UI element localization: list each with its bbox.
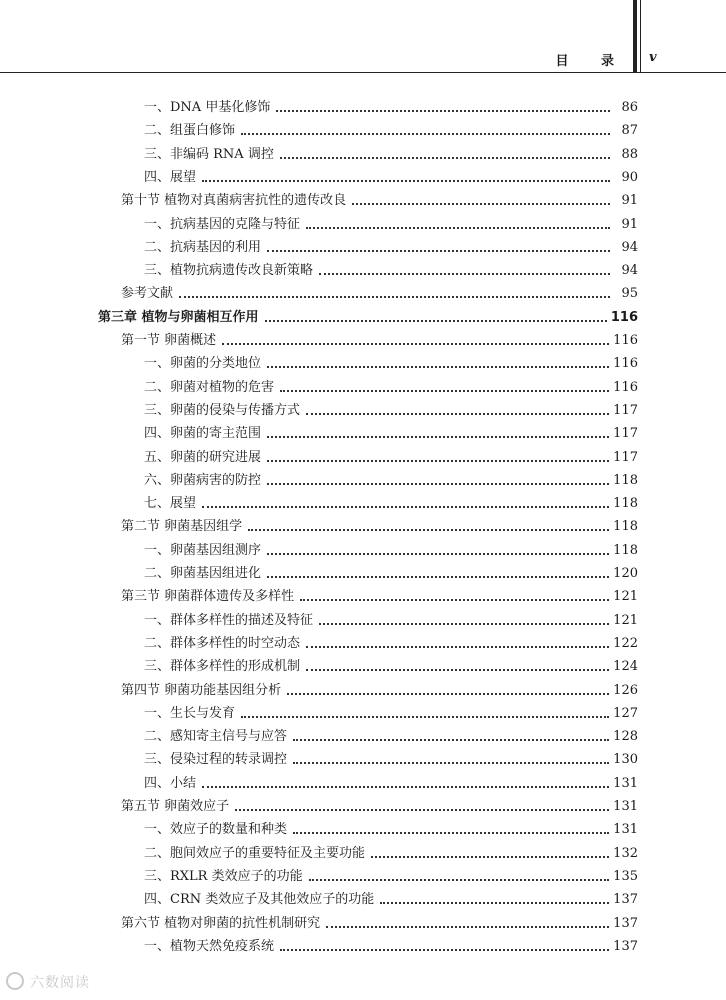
toc-entry[interactable]	[144, 95, 638, 117]
toc-entry-page: 135	[613, 868, 638, 884]
toc-entry-title: 七、展望	[144, 496, 197, 512]
toc-entry[interactable]	[144, 631, 638, 653]
toc-entry-page: 118	[613, 496, 638, 512]
toc-dot-leader	[276, 110, 610, 112]
toc-dot-leader	[380, 902, 609, 904]
toc-entry[interactable]	[121, 188, 638, 210]
toc-dot-leader	[280, 949, 609, 951]
toc-entry-page: 90	[621, 169, 638, 185]
toc-entry-title: 一、生长与发育	[144, 705, 236, 721]
toc-entry[interactable]	[121, 328, 638, 350]
toc-dot-leader	[267, 436, 609, 438]
toc-entry-title: 一、卵菌的分类地位	[144, 356, 262, 372]
toc-entry-page: 94	[621, 263, 638, 279]
toc-entry[interactable]	[144, 491, 638, 513]
toc-entry-page: 116	[613, 333, 638, 348]
toc-entry[interactable]	[144, 747, 638, 769]
toc-entry-title: 二、感知寄主信号与应答	[144, 729, 288, 745]
toc-entry-title: 一、抗病基因的克隆与特征	[144, 216, 301, 232]
toc-dot-leader	[235, 809, 609, 811]
toc-entry-title: 第三节 卵菌群体遗传及多样性	[121, 589, 295, 605]
toc-dot-leader	[319, 623, 609, 625]
toc-entry-title: 二、胞间效应子的重要特征及主要功能	[144, 845, 366, 861]
toc-entry-page: 128	[613, 729, 638, 745]
toc-dot-leader	[319, 273, 610, 275]
toc-entry-page: 130	[613, 752, 638, 768]
toc-entry-page: 118	[613, 519, 638, 535]
toc-entry[interactable]	[144, 468, 638, 490]
toc-entry-page: 117	[613, 402, 638, 418]
toc-entry-page: 86	[621, 100, 638, 115]
toc-entry[interactable]	[144, 841, 638, 863]
toc-entry-title: 第三章 植物与卵菌相互作用	[98, 309, 259, 325]
toc-entry[interactable]	[121, 678, 638, 700]
toc-entry-title: 二、抗病基因的利用	[144, 239, 262, 255]
toc-entry[interactable]	[121, 281, 638, 303]
toc-dot-leader	[293, 832, 609, 834]
toc-entry-title: 第四节 卵菌功能基因组分析	[121, 682, 282, 698]
toc-entry-title: 二、卵菌基因组进化	[144, 566, 262, 581]
toc-dot-leader	[293, 762, 609, 764]
toc-entry-page: 131	[613, 775, 638, 791]
toc-entry[interactable]	[144, 701, 638, 723]
toc-dot-leader	[267, 553, 609, 555]
toc-entry-page: 126	[613, 682, 638, 698]
toc-entry-page: 95	[621, 286, 638, 302]
toc-entry-page: 94	[621, 239, 638, 255]
toc-entry[interactable]	[144, 817, 638, 839]
watermark-logo-icon	[6, 972, 24, 990]
toc-entry[interactable]	[144, 724, 638, 746]
toc-entry-title: 三、群体多样性的形成机制	[144, 659, 301, 675]
toc-dot-leader	[267, 366, 609, 368]
toc-entry[interactable]	[144, 142, 638, 164]
toc-entry-page: 127	[613, 705, 638, 721]
toc-dot-leader	[202, 180, 610, 182]
toc-entry-title: 五、卵菌的研究进展	[144, 449, 262, 465]
toc-dot-leader	[248, 529, 609, 531]
toc-entry-page: 120	[613, 566, 638, 581]
toc-entry-page: 91	[621, 216, 638, 232]
toc-entry[interactable]	[144, 934, 638, 956]
toc-entry-title: 三、非编码 RNA 调控	[144, 146, 274, 162]
toc-entry-page: 132	[613, 845, 638, 861]
toc-entry-title: 三、侵染过程的转录调控	[144, 752, 288, 768]
toc-entry-title: 参考文献	[121, 286, 174, 302]
toc-entry-title: 一、DNA 甲基化修饰	[144, 100, 271, 115]
toc-dot-leader	[267, 460, 609, 462]
watermark	[6, 972, 90, 992]
toc-entry-title: 三、RXLR 类效应子的功能	[144, 868, 303, 884]
toc-entry-page: 116	[613, 379, 638, 395]
toc-entry[interactable]	[121, 794, 638, 816]
toc-dot-leader	[267, 483, 609, 485]
toc-entry-title: 四、卵菌的寄主范围	[144, 426, 262, 442]
toc-dot-leader	[267, 250, 610, 252]
toc-dot-leader	[326, 926, 609, 928]
toc-entry-title: 四、小结	[144, 775, 197, 791]
toc-entry-title: 一、卵菌基因组测序	[144, 542, 262, 558]
toc-entry-page: 118	[613, 542, 638, 558]
toc-entry[interactable]	[144, 235, 638, 257]
toc-entry-title: 一、群体多样性的描述及特征	[144, 612, 314, 628]
toc-dot-leader	[280, 390, 609, 392]
toc-entry[interactable]	[144, 538, 638, 560]
toc-entry-page: 131	[613, 822, 638, 838]
toc-entry-page: 118	[613, 472, 638, 488]
toc-dot-leader	[300, 599, 609, 601]
toc-entry[interactable]	[121, 584, 638, 606]
toc-dot-leader	[241, 716, 609, 718]
toc-entry-page: 117	[613, 449, 638, 465]
toc-entry-page: 122	[613, 635, 638, 651]
toc-entry-title: 第十节 植物对真菌病害抗性的遗传改良	[121, 193, 347, 209]
toc-entry-title: 三、卵菌的侵染与传播方式	[144, 402, 301, 418]
toc-dot-leader	[293, 739, 609, 741]
toc-entry-page: 88	[621, 146, 638, 162]
toc-dot-leader	[306, 669, 609, 671]
toc-entry-page: 137	[613, 892, 638, 908]
toc-dot-leader	[352, 203, 610, 205]
toc-entry[interactable]	[144, 445, 638, 467]
toc-entry[interactable]	[144, 561, 638, 583]
toc-dot-leader	[267, 576, 609, 578]
toc-entry-page: 117	[613, 426, 638, 442]
toc-entry-page: 121	[613, 612, 638, 628]
header-bar	[633, 0, 637, 73]
toc-entry-title: 一、效应子的数量和种类	[144, 822, 288, 838]
toc-entry-page: 116	[610, 309, 638, 325]
toc-dot-leader	[265, 320, 607, 322]
toc-entry-title: 第一节 卵菌概述	[121, 333, 217, 348]
toc-entry[interactable]	[121, 514, 638, 536]
header-rule	[0, 72, 726, 73]
toc-entry-page: 131	[613, 799, 638, 814]
toc-entry-page: 124	[613, 659, 638, 675]
toc-entry[interactable]	[144, 421, 638, 443]
toc-entry[interactable]	[121, 911, 638, 933]
header-bar-thin	[640, 0, 641, 73]
toc-entry-page: 87	[621, 123, 638, 139]
toc-dot-leader	[280, 157, 610, 159]
toc-entry-page: 116	[613, 356, 638, 372]
toc-entry[interactable]	[144, 654, 638, 676]
toc-dot-leader	[287, 693, 609, 695]
toc-entry[interactable]	[98, 305, 638, 327]
toc-entry[interactable]	[144, 212, 638, 234]
toc-dot-leader	[306, 227, 610, 229]
toc-dot-leader	[241, 133, 610, 135]
toc-entry[interactable]	[144, 258, 638, 280]
toc-entry-title: 二、卵菌对植物的危害	[144, 379, 275, 395]
toc-entry[interactable]	[144, 398, 638, 420]
toc-dot-leader	[202, 786, 609, 788]
watermark-text: 六数阅读	[30, 975, 90, 991]
toc-entry[interactable]	[144, 118, 638, 140]
toc-entry-title: 四、展望	[144, 169, 197, 185]
toc-entry-title: 第五节 卵菌效应子	[121, 799, 230, 814]
toc-entry-title: 三、植物抗病遗传改良新策略	[144, 263, 314, 279]
toc-entry-title: 二、组蛋白修饰	[144, 123, 236, 139]
toc-entry-page: 121	[613, 589, 638, 605]
toc-entry-title: 六、卵菌病害的防控	[144, 472, 262, 488]
toc-entry[interactable]	[144, 864, 638, 886]
toc-dot-leader	[222, 343, 609, 345]
toc-entry-title: 一、植物天然免疫系统	[144, 938, 275, 954]
toc-dot-leader	[306, 646, 609, 648]
toc-entry[interactable]	[144, 887, 638, 909]
toc-entry-title: 二、群体多样性的时空动态	[144, 635, 301, 651]
toc-entry[interactable]	[144, 375, 638, 397]
running-header-title: 目 录	[555, 54, 628, 69]
toc-dot-leader	[309, 879, 610, 881]
toc-dot-leader	[371, 856, 609, 858]
toc-dot-leader	[202, 506, 609, 508]
toc-entry[interactable]	[144, 165, 638, 187]
toc-entry-page: 137	[613, 915, 638, 931]
running-header-page-number: v	[649, 50, 657, 65]
toc-dot-leader	[179, 296, 610, 298]
toc-entry-page: 91	[621, 193, 638, 209]
toc-entry[interactable]	[144, 608, 638, 630]
toc-entry-title: 四、CRN 类效应子及其他效应子的功能	[144, 892, 375, 908]
toc-entry[interactable]	[144, 351, 638, 373]
toc-entry-title: 第二节 卵菌基因组学	[121, 519, 243, 535]
toc-entry-title: 第六节 植物对卵菌的抗性机制研究	[121, 915, 321, 931]
toc-dot-leader	[306, 413, 609, 415]
toc-entry-page: 137	[613, 938, 638, 954]
toc-entry[interactable]	[144, 771, 638, 793]
